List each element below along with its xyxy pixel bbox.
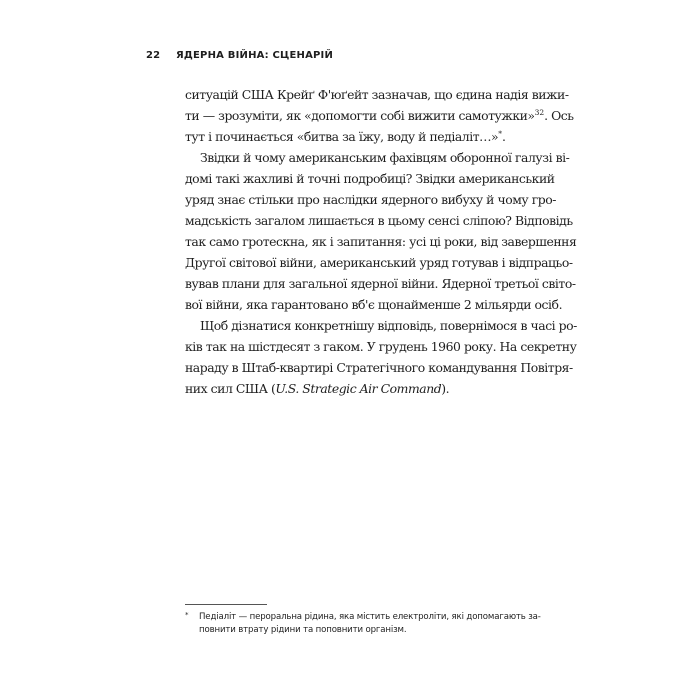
text-line: ситуацій США Крейґ Ф'юґейт зазначав, що єдина надія вижи- (185, 87, 569, 102)
text-segment: . Ось (544, 108, 574, 123)
text-line: мадськість загалом лишається в цьому сенсі сліпою? Відповідь (185, 213, 573, 228)
running-head (146, 50, 333, 61)
text-line: Другої світової війни, американський уряд готував і відпрацьо- (185, 255, 573, 270)
footnote-line: повнити втрату рідини та поповнити організм. (199, 625, 407, 635)
paragraph-1 (185, 84, 574, 147)
text-segment: тут і починається «битва за їжу, воду й педіаліт…» (185, 129, 499, 144)
text-segment: них сил США ( (185, 381, 276, 396)
text-line: вої війни, яка гарантовано вб'є щонайменше 2 мільярди осіб. (185, 297, 563, 312)
text-line: домі такі жахливі й точні подробиці? Звідки американський (185, 171, 555, 186)
footnote (185, 611, 554, 637)
text-line: так само гротескна, як і запитання: усі ці роки, від завершення (185, 234, 577, 249)
footnote-line: Педіаліт — пероральна рідина, яка містить електроліти, які допомагають за- (199, 612, 541, 622)
text-line (185, 126, 554, 147)
text-segment: ти — зрозуміти, як «допомогти собі вижити самотужки» (185, 108, 535, 123)
footnote-divider (185, 604, 267, 605)
footnote-reference[interactable]: * (498, 128, 502, 138)
text-line: уряд знає стільки про наслідки ядерного вибуху й чому гро- (185, 192, 556, 207)
endnote-reference[interactable]: 32 (534, 107, 545, 117)
main-text (185, 84, 577, 399)
text-line: Звідки й чому американським фахівцям оборонної галузі ві- (200, 150, 570, 165)
footnote-marker: * (185, 611, 189, 619)
italic-term: U.S. Strategic Air Command (275, 381, 442, 396)
page-number: 22 (146, 50, 161, 61)
text-line: вував плани для загальної ядерної війни. Ядерної третьої світо- (185, 276, 576, 291)
text-line: Щоб дізнатися конкретнішу відповідь, повернімося в часі ро- (200, 318, 577, 333)
text-line: нараду в Штаб-квартирі Стратегічного командування Повітря- (185, 360, 573, 375)
text-line (185, 105, 574, 126)
text-segment: . (501, 129, 506, 144)
text-segment: ). (441, 381, 450, 396)
paragraph-2 (185, 147, 577, 315)
paragraph-3 (185, 315, 577, 399)
text-line (185, 378, 554, 399)
text-line: ків так на шістдесят з гаком. У грудень 1960 року. На секретну (185, 339, 577, 354)
running-title: ЯДЕРНА ВІЙНА: СЦЕНАРІЙ (176, 50, 334, 61)
